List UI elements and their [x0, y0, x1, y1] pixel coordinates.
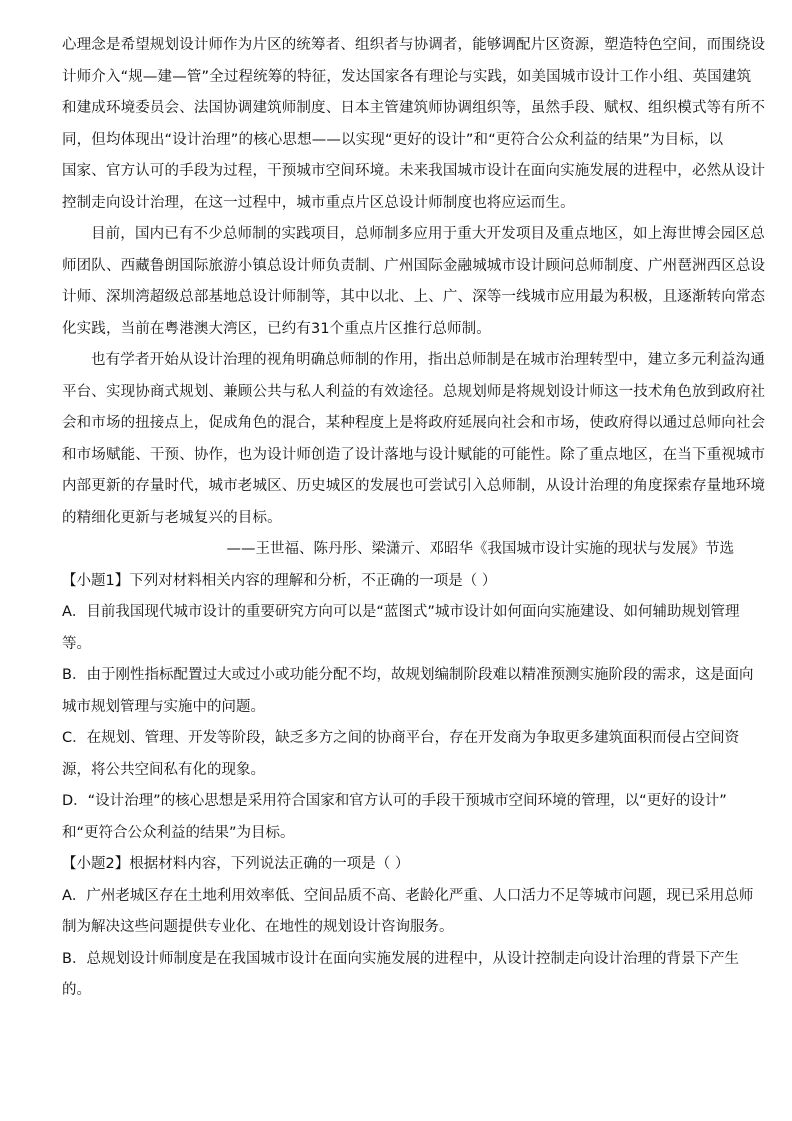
- option-a-line: 制为解决这些问题提供专业化、在地性的规划设计咨询服务。: [62, 919, 454, 935]
- paragraph-2: [62, 219, 766, 345]
- question-stem: 【小题2】根据材料内容，下列说法正确的一项是（ ）: [62, 856, 410, 872]
- text-line: 的精细化更新与老城复兴的目标。: [62, 509, 282, 526]
- text-line: 目前，国内已有不少总师制的实践项目，总师制多应用于重大开发项目及重点地区，如上海世博会园区总: [91, 226, 765, 242]
- option-b-line: 城市规划管理与实施中的问题。: [62, 698, 265, 715]
- text-line: 化实践，当前在粤港澳大湾区，已约有31个重点片区推行总师制。: [62, 320, 491, 337]
- source-attribution: ——王世福、陈丹彤、梁潇亓、邓昭华《我国城市设计实施的现状与发展》节选: [226, 541, 734, 557]
- question-1: [62, 566, 754, 850]
- text-line: 也有学者开始从设计治理的视角明确总师制的作用，指出总师制是在城市治理转型中，建立多元利益沟通: [91, 352, 765, 368]
- option-d-line: 和“更符合公众利益的结果”为目标。: [62, 824, 295, 841]
- text-line: 计师、深圳湾超级总部基地总设计师制等，其中以北、上、广、深等一线城市应用最为积极，且逐渐转向常态: [62, 289, 766, 305]
- option-a-line: A．广州老城区存在土地利用效率低、空间品质不高、老龄化严重、人口活力不足等城市问题，现已采用总师: [62, 887, 754, 904]
- option-b-line: B．总规划设计师制度是在我国城市设计在面向实施发展的进程中，从设计控制走向设计治理的背景下产生: [62, 950, 739, 967]
- text-line: 心理念是希望规划设计师作为片区的统筹者、组织者与协调者，能够调配片区资源，塑造特色空间，而围绕设: [62, 37, 766, 53]
- text-line: 国家、官方认可的手段为过程，干预城市空间环境。未来我国城市设计在面向实施发展的进程中，必然从设计: [62, 163, 766, 179]
- text-line: 和市场赋能、干预、协作，也为设计师创造了设计落地与设计赋能的可能性。除了重点地区，在当下重视城市: [62, 446, 766, 463]
- paragraph-3: [62, 345, 766, 534]
- option-a-line: 等。: [62, 635, 91, 652]
- option-c-line: 源，将公共空间私有化的现象。: [62, 761, 265, 778]
- text-line: 会和市场的扭接点上，促成角色的混合，某种程度上是将政府延展向社会和市场，使政府得以通过总师向社会: [62, 415, 766, 431]
- text-line: 同，但均体现出“设计治理”的核心思想——以实现“更好的设计”和“更符合公众利益的结果”为目标，以: [62, 131, 724, 148]
- option-c-line: C．在规划、管理、开发等阶段，缺乏多方之间的协商平台，存在开发商为争取更多建筑面积而侵占空间资: [62, 730, 740, 746]
- document-page: [62, 30, 766, 1007]
- option-b-line: B．由于刚性指标配置过大或过小或功能分配不均，故规划编制阶段难以精准预测实施阶段的需求，这是面向: [62, 667, 754, 683]
- question-stem: 【小题1】下列对材料相关内容的理解和分析，不正确的一项是（ ）: [62, 572, 497, 589]
- text-line: 和建成环境委员会、法国协调建筑师制度、日本主管建筑师协调组织等，虽然手段、赋权、组织模式等有所不: [62, 100, 766, 116]
- option-b-line: 的。: [62, 982, 91, 998]
- text-line: 内部更新的存量时代，城市老城区、历史城区的发展也可尝试引入总师制，从设计治理的角度探索存量地环境: [62, 478, 766, 494]
- text-line: 平台、实现协商式规划、兼顾公共与私人利益的有效途径。总规划师是将规划设计师这一技术角色放到政府社: [62, 383, 766, 400]
- option-d-line: D．“设计治理”的核心思想是采用符合国家和官方认可的手段干预城市空间环境的管理，以“更好的设计”: [62, 793, 727, 809]
- paragraph-1: [62, 30, 766, 219]
- question-2: [62, 849, 754, 1007]
- text-line: 师团队、西藏鲁朗国际旅游小镇总设计师负责制、广州国际金融城城市设计顾问总师制度、广州琶洲西区总设: [62, 257, 766, 274]
- text-line: 计师介入“规—建—管”全过程统筹的特征，发达国家各有理论与实践，如美国城市设计工作小组、英国建筑: [62, 68, 752, 85]
- text-line: 控制走向设计治理，在这一过程中，城市重点片区总设计师制度也将应运而生。: [62, 194, 575, 211]
- option-a-line: A．目前我国现代城市设计的重要研究方向可以是“蓝图式”城市设计如何面向实施建设、如何辅助规划管理: [62, 604, 740, 620]
